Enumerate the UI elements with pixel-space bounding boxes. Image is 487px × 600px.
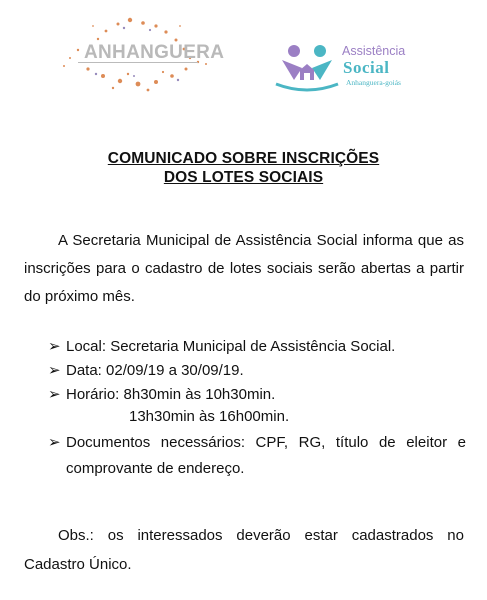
date-text: Data: 02/09/19 a 30/09/19. [66, 362, 244, 379]
documents-text: Documentos necessários: CPF, RG, título de eleitor e comprovante de endereço. [66, 434, 466, 477]
arrow-bullet-icon: ➢ [48, 434, 61, 451]
local-text: Local: Secretaria Municipal de Assistência Social. [66, 338, 396, 355]
anhanguera-wordmark: ANHANGUERA [84, 42, 225, 63]
anhanguera-logo [58, 14, 225, 94]
list-item-data [48, 360, 466, 382]
arrow-bullet-icon: ➢ [48, 386, 61, 403]
title-line-1: COMUNICADO SOBRE INSCRIÇÕES [107, 150, 380, 167]
obs-paragraph: Obs.: os interessados deverão estar cadastrados no Cadastro Único. [24, 527, 464, 573]
page-title [0, 149, 487, 187]
arrow-bullet-icon: ➢ [48, 362, 61, 379]
family-house-icon [272, 40, 342, 96]
list-item-documentos [48, 430, 466, 482]
assistencia-social-logo [272, 40, 422, 96]
arrow-bullet-icon: ➢ [48, 338, 61, 355]
logo-text-social: Social [343, 58, 390, 77]
info-list [48, 336, 466, 484]
list-item-horario [48, 384, 466, 406]
logo-text-assistencia: Assistência [342, 44, 406, 58]
intro-paragraph: A Secretaria Municipal de Assistência Social informa que as inscrições para o cadastro de lotes sociais serão abertas a partir do próximo mês. [24, 232, 464, 305]
schedule-text-2: 13h30min às 16h00min. [129, 408, 290, 425]
list-item-local [48, 336, 466, 358]
list-item-horario-cont [48, 406, 466, 428]
schedule-text: Horário: 8h30min às 10h30min. [66, 386, 276, 403]
title-line-2: DOS LOTES SOCIAIS [163, 169, 324, 186]
logo-text-city: Anhanguera-goiás [346, 78, 401, 87]
